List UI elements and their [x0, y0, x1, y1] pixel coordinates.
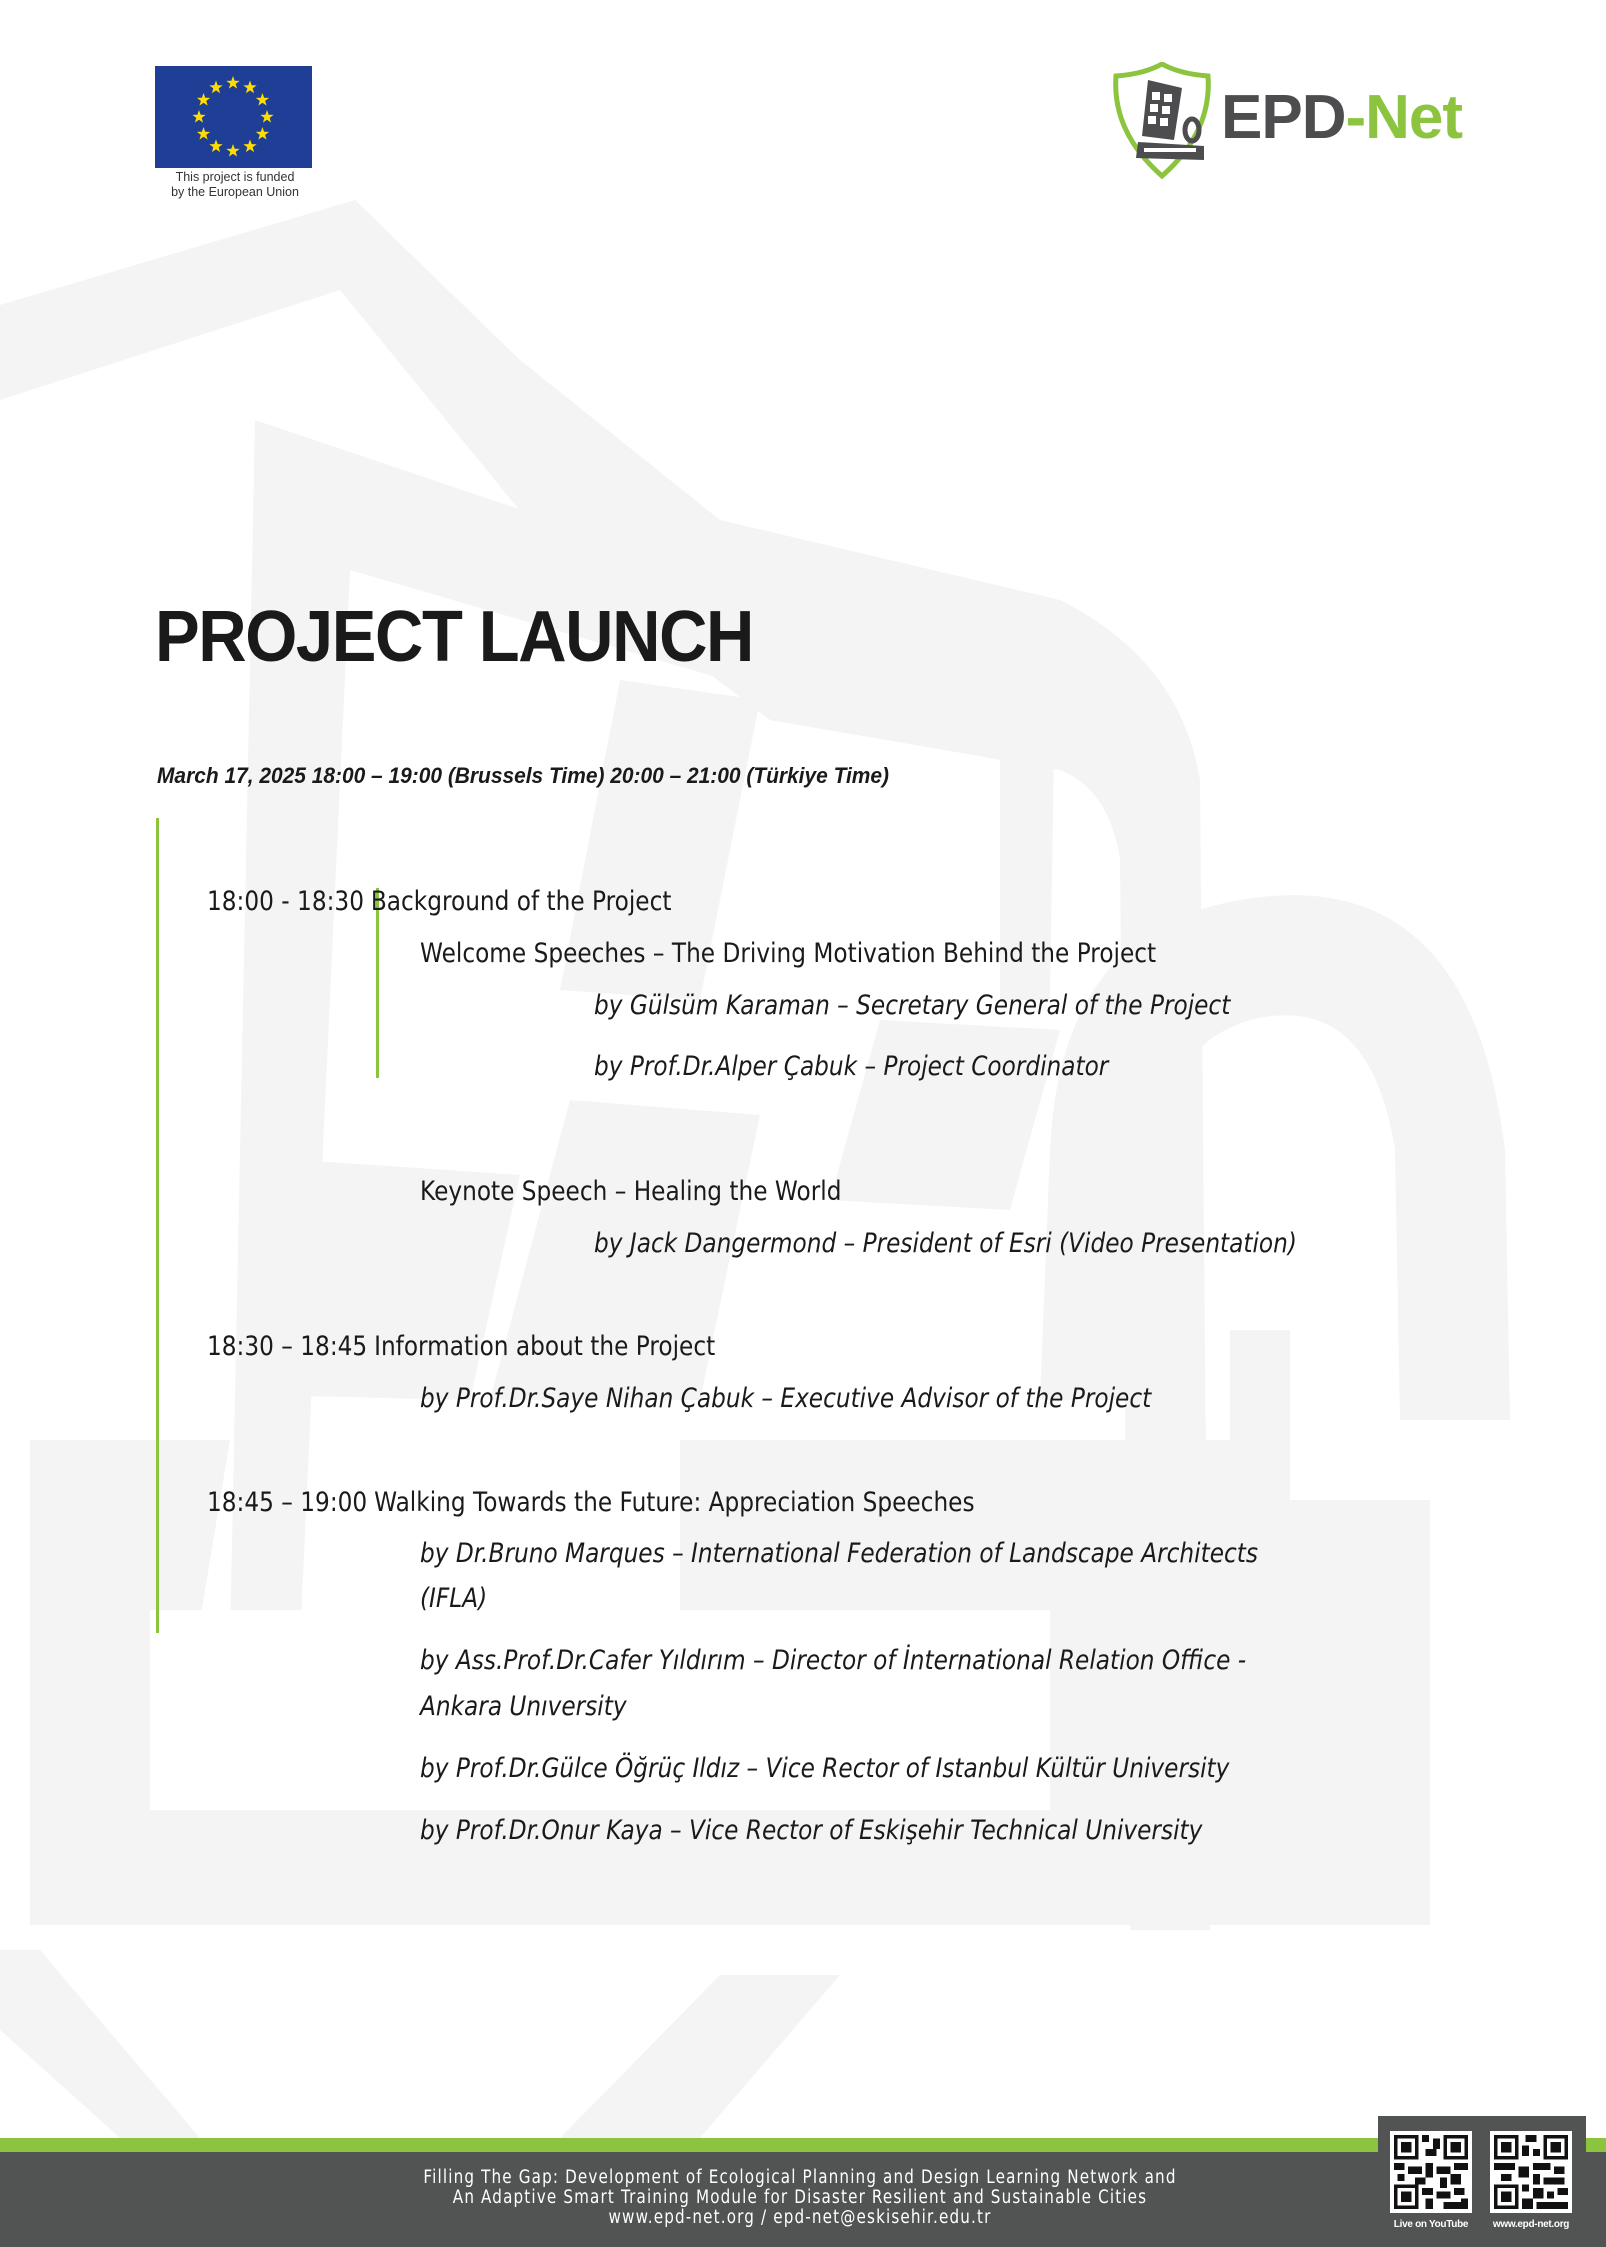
star-icon: [209, 81, 222, 94]
schedule-time: 18:00 - 18:30: [207, 886, 364, 917]
qr-code-icon: [1494, 2135, 1568, 2209]
qr-code-website[interactable]: [1490, 2131, 1572, 2230]
star-icon: [209, 139, 222, 152]
footer-project-info: [390, 2168, 1210, 2228]
eu-stars-icon: [155, 66, 312, 168]
caption-line-1: This project is funded: [175, 170, 295, 184]
star-icon: [197, 93, 210, 106]
schedule-time: 18:30 – 18:45: [207, 1331, 368, 1362]
speaker-line: by Prof.Dr.Gülce Öğrüç Ildız – Vice Rector of Istanbul Kültür University: [420, 1753, 1230, 1784]
speaker-line: by Gülsüm Karaman – Secretary General of the Project: [594, 990, 1231, 1021]
caption-line-2: by the European Union: [171, 185, 299, 199]
speaker-line-cont: Ankara Unıversity: [420, 1691, 627, 1722]
star-icon: [260, 110, 273, 123]
speaker-line: by Prof.Dr.Onur Kaya – Vice Rector of Eskişehir Technical University: [420, 1815, 1203, 1846]
epd-net-logo: [1108, 62, 1518, 180]
footer-accent-bar: [0, 2138, 1606, 2152]
qr-code-icon: [1394, 2135, 1468, 2209]
speaker-line: by Prof.Dr.Saye Nihan Çabuk – Executive Advisor of the Project: [420, 1383, 1152, 1414]
speaker-line: by Dr.Bruno Marques – International Federation of Landscape Architects: [420, 1538, 1258, 1569]
star-icon: [256, 93, 269, 106]
session-title: Keynote Speech – Healing the World: [420, 1176, 842, 1207]
page-title: PROJECT LAUNCH: [155, 597, 754, 677]
shield-building-icon: [1108, 62, 1218, 180]
logo-wordmark: [1221, 78, 1462, 158]
schedule-item-1-header: [207, 886, 671, 917]
session-title: Welcome Speeches – The Driving Motivation Behind the Project: [420, 938, 1157, 969]
footer-contact-line[interactable]: www.epd-net.org / epd-net@eskisehir.edu.tr: [608, 2207, 992, 2228]
timeline-divider-outer: [156, 818, 159, 1633]
qr-code-panel: [1378, 2116, 1586, 2247]
star-icon: [226, 76, 239, 89]
event-date-line: March 17, 2025 18:00 – 19:00 (Brussels Time) 20:00 – 21:00 (Türkiye Time): [157, 763, 890, 788]
schedule-title: Information about the Project: [374, 1331, 716, 1362]
logo-text-net: -Net: [1345, 83, 1463, 152]
star-icon: [243, 139, 256, 152]
star-icon: [192, 110, 205, 123]
schedule-title: Background of the Project: [370, 886, 672, 917]
qr-label-website: www.epd-net.org: [1492, 2219, 1570, 2230]
eu-funding-caption: [150, 170, 320, 200]
schedule-item-3-header: [207, 1487, 975, 1518]
star-icon: [197, 127, 210, 140]
eu-flag-logo: [155, 66, 312, 168]
qr-code-youtube[interactable]: [1390, 2131, 1472, 2230]
star-icon: [243, 81, 256, 94]
qr-label-youtube: Live on YouTube: [1393, 2219, 1469, 2230]
schedule-item-2-header: [207, 1331, 715, 1362]
schedule-time: 18:45 – 19:00: [207, 1487, 368, 1518]
speaker-line-cont: (IFLA): [420, 1583, 488, 1614]
star-icon: [226, 144, 239, 157]
speaker-line: by Jack Dangermond – President of Esri (Video Presentation): [594, 1228, 1297, 1259]
footer-line-1: Filling The Gap: Development of Ecological Planning and Design Learning Network and: [423, 2167, 1177, 2188]
footer-line-2: An Adaptive Smart Training Module for Disaster Resilient and Sustainable Cities: [452, 2187, 1148, 2208]
speaker-line: by Ass.Prof.Dr.Cafer Yıldırım – Director of İnternational Relation Office -: [420, 1645, 1247, 1676]
speaker-line: by Prof.Dr.Alper Çabuk – Project Coordinator: [594, 1051, 1109, 1082]
star-icon: [256, 127, 269, 140]
logo-text-epd: EPD: [1221, 83, 1346, 152]
schedule-title: Walking Towards the Future: Appreciation Speeches: [374, 1487, 975, 1518]
